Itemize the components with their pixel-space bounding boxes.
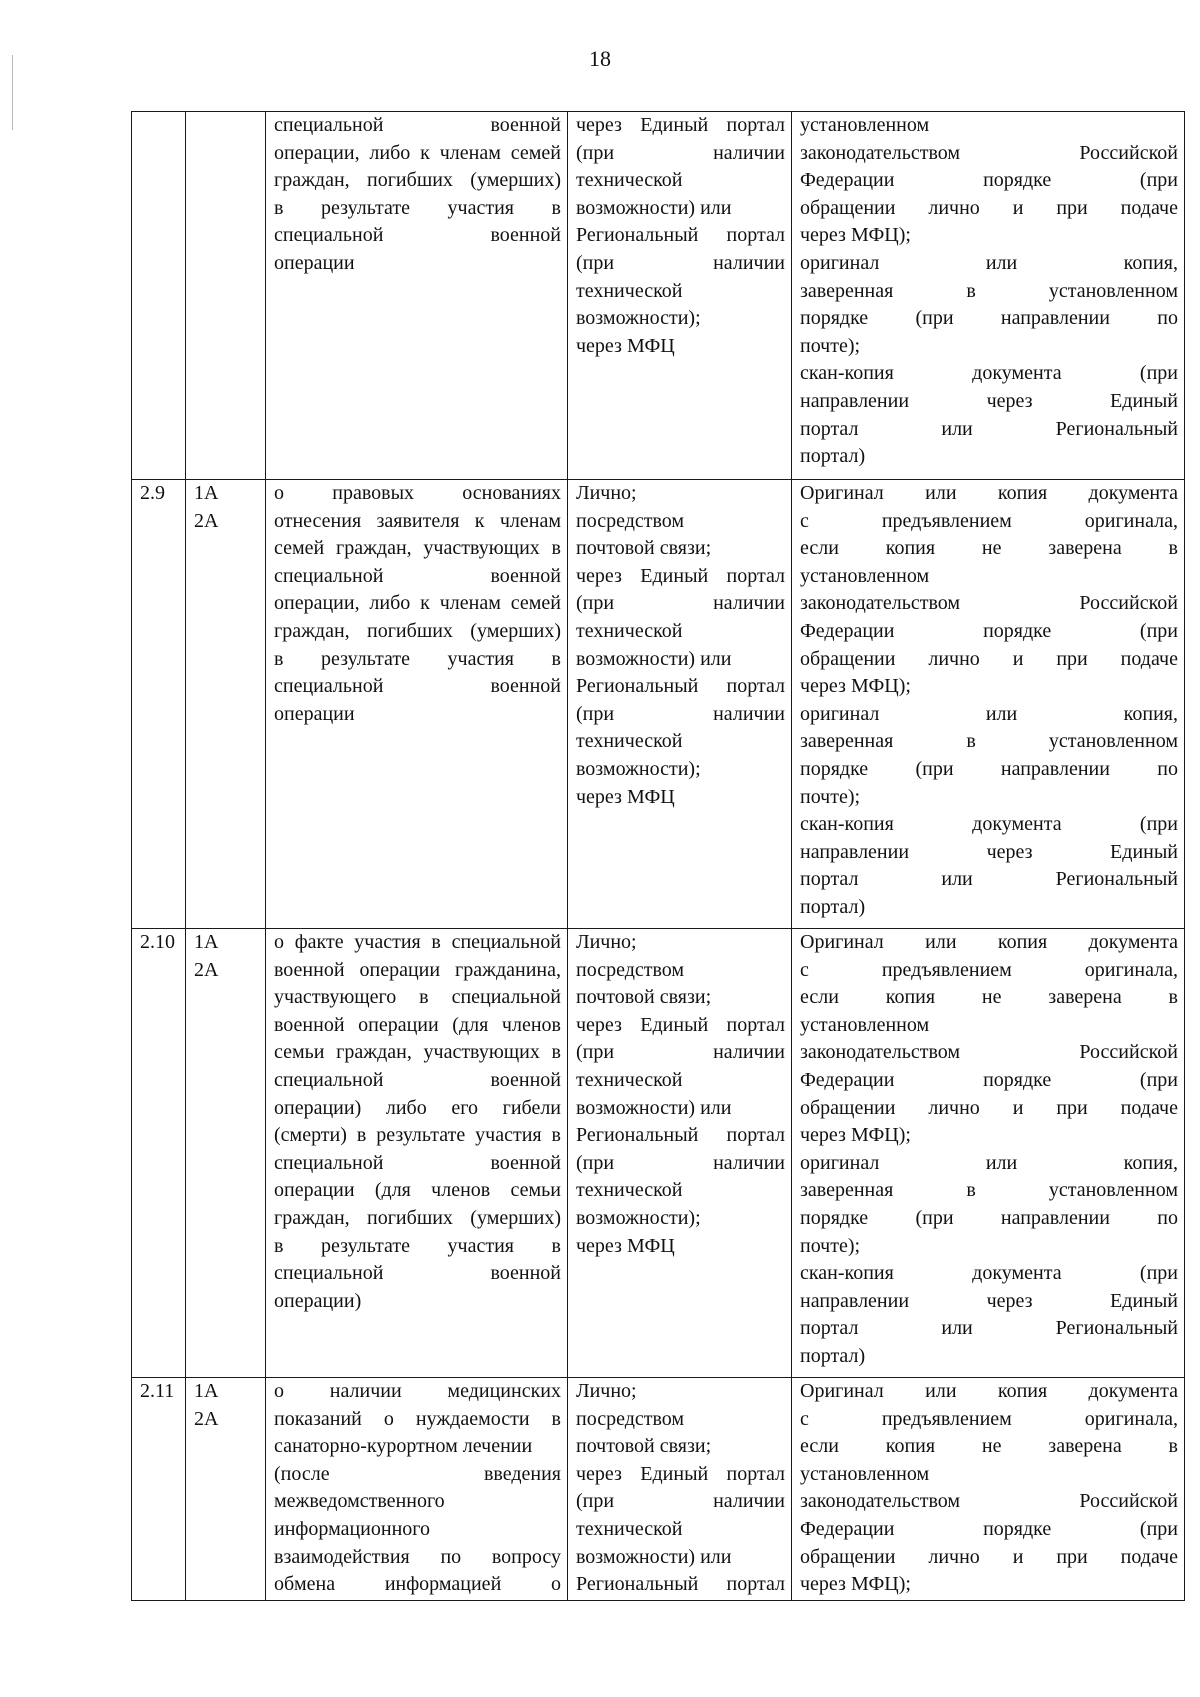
- document-form-cell: [792, 1378, 1185, 1601]
- description-line: операции, либо к членам семей: [274, 141, 561, 164]
- description-line: семьи граждан, участвующих в: [274, 1041, 561, 1064]
- form-line: портал): [800, 895, 866, 918]
- document-description-cell: [266, 1378, 568, 1601]
- form-line: почте);: [800, 785, 861, 808]
- method-line: технической: [576, 730, 683, 753]
- description-line: граждан, погибших (умерших): [274, 619, 561, 642]
- form-line: с предъявлением оригинала,: [800, 1407, 1178, 1430]
- method-line: технической: [576, 619, 683, 642]
- page-number: 18: [589, 46, 611, 71]
- form-line: портал): [800, 445, 866, 468]
- form-line: оригинал или копия,: [800, 702, 1178, 725]
- document-description-cell: [266, 929, 568, 1378]
- row-number-cell: [132, 1378, 186, 1601]
- description-line: обмена информацией о: [274, 1573, 561, 1596]
- description-line: специальной военной: [274, 564, 561, 587]
- form-line: установленном: [800, 114, 930, 136]
- submission-method-cell: [568, 929, 792, 1378]
- table-row: [132, 112, 1185, 480]
- method-line: Региональный портал: [576, 1573, 785, 1596]
- form-line: с предъявлением оригинала,: [800, 958, 1178, 981]
- submission-method-cell: [568, 112, 792, 480]
- description-line: участвующего в специальной: [274, 986, 561, 1009]
- form-line: Федерации порядке (при: [800, 1517, 1178, 1540]
- description-line: о правовых основаниях: [274, 482, 561, 504]
- document-form-cell: [792, 929, 1185, 1378]
- form-line: установленном: [800, 1462, 930, 1485]
- method-line: (при наличии: [576, 1490, 785, 1513]
- description-line: в результате участия в: [274, 196, 561, 219]
- method-line: технической: [576, 169, 683, 192]
- applicant-category-code: 2А: [194, 1407, 219, 1430]
- method-line: Региональный портал: [576, 1124, 785, 1147]
- description-line: специальной военной: [274, 114, 561, 136]
- method-line: технической: [576, 1179, 683, 1202]
- method-line: Региональный портал: [576, 224, 785, 247]
- description-line: операции: [274, 702, 355, 725]
- form-line: обращении лично и при подаче: [800, 196, 1178, 219]
- form-line: установленном: [800, 564, 930, 587]
- method-line: возможности);: [576, 1206, 701, 1229]
- method-line: через Единый портал: [576, 1013, 785, 1036]
- method-line: (при наличии: [576, 592, 785, 615]
- description-line: операции) либо его гибели: [274, 1096, 561, 1119]
- method-line: через МФЦ: [576, 334, 675, 357]
- applicant-category-code: 1А: [194, 931, 219, 953]
- method-line: Лично;: [576, 931, 637, 953]
- description-line: военной операции гражданина,: [274, 958, 561, 981]
- form-line: через МФЦ);: [800, 224, 911, 247]
- description-line: операции): [274, 1289, 362, 1312]
- description-line: семей граждан, участвующих в: [274, 537, 561, 560]
- form-line: если копия не заверена в: [800, 537, 1178, 560]
- method-line: возможности) или: [576, 647, 732, 670]
- form-line: заверенная в установленном: [800, 279, 1178, 302]
- method-line: Лично;: [576, 1380, 637, 1402]
- method-line: почтовой связи;: [576, 986, 712, 1009]
- description-line: специальной военной: [274, 1151, 561, 1174]
- method-line: (при наличии: [576, 1041, 785, 1064]
- applicant-category-cell: [186, 1378, 266, 1601]
- method-line: посредством: [576, 509, 685, 532]
- method-line: посредством: [576, 958, 685, 981]
- table-body: [132, 112, 1185, 1601]
- form-line: если копия не заверена в: [800, 1435, 1178, 1458]
- description-line: отнесения заявителя к членам: [274, 509, 561, 532]
- description-line: специальной военной: [274, 675, 561, 698]
- document-form-cell: [792, 112, 1185, 480]
- method-line: (при наличии: [576, 1151, 785, 1174]
- form-line: обращении лично и при подаче: [800, 1096, 1178, 1119]
- method-line: возможности);: [576, 307, 701, 330]
- form-line: оригинал или копия,: [800, 1151, 1178, 1174]
- description-line: о наличии медицинских: [274, 1380, 561, 1402]
- form-line: обращении лично и при подаче: [800, 1545, 1178, 1568]
- description-line: взаимодействия по вопросу: [274, 1545, 561, 1568]
- form-line: обращении лично и при подаче: [800, 647, 1178, 670]
- form-line: через МФЦ);: [800, 1573, 911, 1596]
- submission-method-cell: [568, 480, 792, 929]
- form-line: почте);: [800, 1234, 861, 1257]
- method-line: (при наличии: [576, 251, 785, 274]
- description-line: (смерти) в результате участия в: [274, 1124, 561, 1147]
- description-line: о факте участия в специальной: [274, 931, 561, 953]
- description-line: операции (для членов семьи: [274, 1179, 561, 1202]
- form-line: портал): [800, 1344, 866, 1367]
- description-line: специальной военной: [274, 1262, 561, 1285]
- form-line: портал или Региональный: [800, 868, 1178, 891]
- applicant-category-code: 1А: [194, 1380, 219, 1402]
- form-line: Оригинал или копия документа: [800, 482, 1178, 504]
- applicant-category-code: 1А: [194, 482, 219, 504]
- row-number: 2.11: [140, 1380, 175, 1402]
- form-line: законодательством Российской: [800, 1490, 1178, 1513]
- form-line: направлении через Единый: [800, 1289, 1178, 1312]
- method-line: посредством: [576, 1407, 685, 1430]
- method-line: Региональный портал: [576, 675, 785, 698]
- description-line: санаторно-курортном лечении: [274, 1435, 533, 1458]
- method-line: через Единый портал: [576, 114, 785, 136]
- method-line: через МФЦ: [576, 785, 675, 808]
- form-line: установленном: [800, 1013, 930, 1036]
- form-line: Оригинал или копия документа: [800, 931, 1178, 953]
- form-line: порядке (при направлении по: [800, 1206, 1178, 1229]
- form-line: оригинал или копия,: [800, 251, 1178, 274]
- form-line: Оригинал или копия документа: [800, 1380, 1178, 1402]
- form-line: заверенная в установленном: [800, 730, 1178, 753]
- description-line: операции, либо к членам семей: [274, 592, 561, 615]
- table-row: [132, 929, 1185, 1378]
- table-row: [132, 480, 1185, 929]
- form-line: скан-копия документа (при: [800, 1262, 1178, 1285]
- description-line: военной операции (для членов: [274, 1013, 561, 1036]
- applicant-category-cell: [186, 929, 266, 1378]
- form-line: порядке (при направлении по: [800, 307, 1178, 330]
- description-line: граждан, погибших (умерших): [274, 169, 561, 192]
- description-line: операции: [274, 251, 355, 274]
- applicant-category-code: 2А: [194, 958, 219, 981]
- document-form-cell: [792, 480, 1185, 929]
- method-line: почтовой связи;: [576, 537, 712, 560]
- method-line: возможности) или: [576, 1545, 732, 1568]
- method-line: через Единый портал: [576, 1462, 785, 1485]
- description-line: граждан, погибших (умерших): [274, 1206, 561, 1229]
- form-line: скан-копия документа (при: [800, 362, 1178, 385]
- form-line: если копия не заверена в: [800, 986, 1178, 1009]
- method-line: через МФЦ: [576, 1234, 675, 1257]
- form-line: портал или Региональный: [800, 417, 1178, 440]
- form-line: портал или Региональный: [800, 1317, 1178, 1340]
- applicant-category-cell: [186, 112, 266, 480]
- form-line: через МФЦ);: [800, 1124, 911, 1147]
- row-number-cell: [132, 480, 186, 929]
- method-line: технической: [576, 279, 683, 302]
- form-line: направлении через Единый: [800, 840, 1178, 863]
- form-line: заверенная в установленном: [800, 1179, 1178, 1202]
- form-line: с предъявлением оригинала,: [800, 509, 1178, 532]
- description-line: в результате участия в: [274, 647, 561, 670]
- description-line: (после введения: [274, 1462, 561, 1485]
- description-line: специальной военной: [274, 1068, 561, 1091]
- method-line: через Единый портал: [576, 564, 785, 587]
- method-line: почтовой связи;: [576, 1435, 712, 1458]
- method-line: (при наличии: [576, 141, 785, 164]
- description-line: специальной военной: [274, 224, 561, 247]
- form-line: законодательством Российской: [800, 592, 1178, 615]
- row-number-cell: [132, 929, 186, 1378]
- method-line: технической: [576, 1517, 683, 1540]
- form-line: Федерации порядке (при: [800, 169, 1178, 192]
- form-line: Федерации порядке (при: [800, 619, 1178, 642]
- documents-table: [131, 111, 1185, 1601]
- form-line: направлении через Единый: [800, 389, 1178, 412]
- method-line: возможности) или: [576, 196, 732, 219]
- description-line: показаний о нуждаемости в: [274, 1407, 561, 1430]
- row-number: 2.10: [140, 931, 175, 953]
- form-line: через МФЦ);: [800, 675, 911, 698]
- form-line: Федерации порядке (при: [800, 1068, 1178, 1091]
- form-line: почте);: [800, 334, 861, 357]
- description-line: межведомственного: [274, 1490, 445, 1513]
- method-line: Лично;: [576, 482, 637, 504]
- method-line: технической: [576, 1068, 683, 1091]
- table-row: [132, 1378, 1185, 1601]
- applicant-category-cell: [186, 480, 266, 929]
- form-line: законодательством Российской: [800, 141, 1178, 164]
- submission-method-cell: [568, 1378, 792, 1601]
- applicant-category-code: 2А: [194, 509, 219, 532]
- document-description-cell: [266, 112, 568, 480]
- method-line: (при наличии: [576, 702, 785, 725]
- row-number-cell: [132, 112, 186, 480]
- form-line: порядке (при направлении по: [800, 757, 1178, 780]
- method-line: возможности);: [576, 757, 701, 780]
- form-line: законодательством Российской: [800, 1041, 1178, 1064]
- row-number: 2.9: [140, 482, 165, 504]
- description-line: в результате участия в: [274, 1234, 561, 1257]
- method-line: возможности) или: [576, 1096, 732, 1119]
- form-line: скан-копия документа (при: [800, 813, 1178, 836]
- document-description-cell: [266, 480, 568, 929]
- description-line: информационного: [274, 1517, 430, 1540]
